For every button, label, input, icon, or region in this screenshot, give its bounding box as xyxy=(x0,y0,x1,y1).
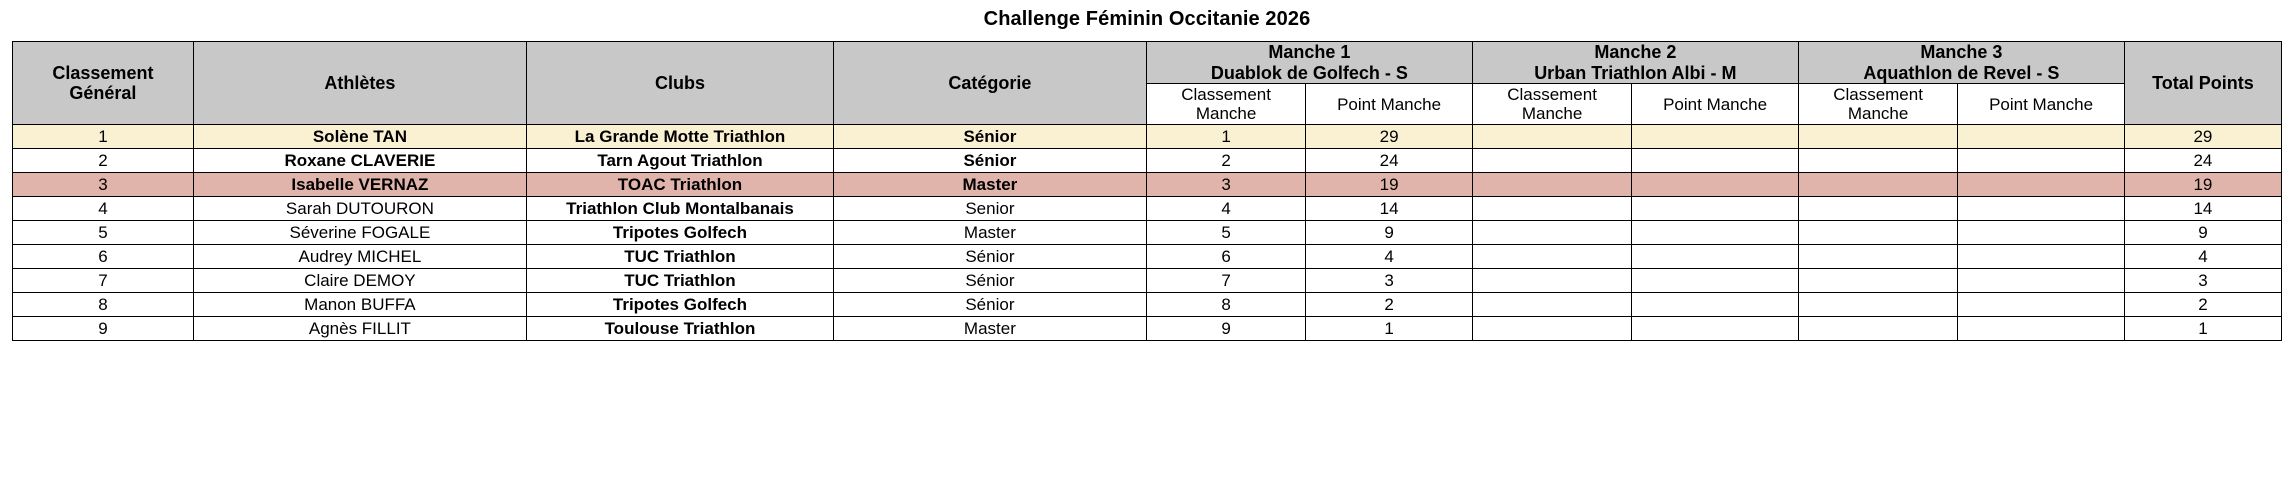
cell-manche3-points xyxy=(1958,293,2125,317)
cell-manche1-classement: 4 xyxy=(1146,197,1305,221)
cell-manche2-points xyxy=(1632,149,1799,173)
column-header-athletes: Athlètes xyxy=(193,42,526,125)
cell-manche3-points xyxy=(1958,125,2125,149)
subheader-line1: Classement xyxy=(1833,84,1923,104)
cell-manche1-points: 4 xyxy=(1306,245,1473,269)
cell-manche3-classement xyxy=(1798,317,1957,341)
cell-manche3-classement xyxy=(1798,173,1957,197)
page-title: Challenge Féminin Occitanie 2026 xyxy=(983,8,1311,30)
cell-classement-general: 3 xyxy=(13,173,194,197)
cell-total-points: 29 xyxy=(2124,125,2281,149)
subheader-line2: Manche xyxy=(1195,104,1257,124)
cell-manche3-points xyxy=(1958,221,2125,245)
cell-classement-general: 2 xyxy=(13,149,194,173)
classement-general-line1: Classement xyxy=(52,62,154,83)
cell-manche3-classement xyxy=(1798,125,1957,149)
table-row xyxy=(13,173,2282,197)
cell-total-points: 9 xyxy=(2124,221,2281,245)
cell-manche3-points xyxy=(1958,269,2125,293)
header-row-top xyxy=(13,42,2282,84)
subheader-manche1-points: Point Manche xyxy=(1306,84,1473,125)
cell-manche2-classement xyxy=(1472,245,1631,269)
cell-categorie: Senior xyxy=(833,197,1146,221)
column-header-manche-3 xyxy=(1798,42,2124,84)
cell-total-points: 24 xyxy=(2124,149,2281,173)
cell-manche2-classement xyxy=(1472,293,1631,317)
manche3-title: Manche 3 xyxy=(1920,42,2003,62)
subheader-line1: Classement xyxy=(1507,84,1597,104)
cell-manche1-classement: 6 xyxy=(1146,245,1305,269)
cell-classement-general: 8 xyxy=(13,293,194,317)
table-row xyxy=(13,149,2282,173)
cell-manche2-classement xyxy=(1472,125,1631,149)
cell-classement-general: 7 xyxy=(13,269,194,293)
cell-manche3-classement xyxy=(1798,269,1957,293)
manche2-title: Manche 2 xyxy=(1594,42,1677,62)
cell-club: TOAC Triathlon xyxy=(526,173,833,197)
cell-manche3-points xyxy=(1958,317,2125,341)
subheader-manche2-classement xyxy=(1472,84,1631,125)
cell-classement-general: 4 xyxy=(13,197,194,221)
manche2-subtitle: Urban Triathlon Albi - M xyxy=(1534,62,1737,83)
cell-manche2-classement xyxy=(1472,197,1631,221)
cell-club: Triathlon Club Montalbanais xyxy=(526,197,833,221)
table-row xyxy=(13,221,2282,245)
cell-categorie: Master xyxy=(833,173,1146,197)
cell-manche2-points xyxy=(1632,317,1799,341)
cell-club: La Grande Motte Triathlon xyxy=(526,125,833,149)
cell-manche2-points xyxy=(1632,221,1799,245)
cell-manche1-points: 14 xyxy=(1306,197,1473,221)
column-header-manche-2 xyxy=(1472,42,1798,84)
cell-athlete: Agnès FILLIT xyxy=(193,317,526,341)
cell-manche1-points: 2 xyxy=(1306,293,1473,317)
cell-manche2-points xyxy=(1632,125,1799,149)
cell-manche3-points xyxy=(1958,149,2125,173)
cell-athlete: Roxane CLAVERIE xyxy=(193,149,526,173)
cell-categorie: Sénior xyxy=(833,125,1146,149)
subheader-manche3-classement xyxy=(1798,84,1957,125)
cell-manche1-classement: 1 xyxy=(1146,125,1305,149)
cell-manche2-points xyxy=(1632,245,1799,269)
manche1-subtitle: Duablok de Golfech - S xyxy=(1210,62,1408,83)
classement-general-line2: Général xyxy=(69,83,137,104)
cell-manche1-points: 9 xyxy=(1306,221,1473,245)
cell-manche1-classement: 9 xyxy=(1146,317,1305,341)
cell-total-points: 14 xyxy=(2124,197,2281,221)
cell-categorie: Master xyxy=(833,221,1146,245)
cell-categorie: Sénior xyxy=(833,269,1146,293)
cell-athlete: Solène TAN xyxy=(193,125,526,149)
cell-manche2-points xyxy=(1632,173,1799,197)
cell-manche2-points xyxy=(1632,197,1799,221)
cell-club: Tripotes Golfech xyxy=(526,221,833,245)
cell-club: Tripotes Golfech xyxy=(526,293,833,317)
cell-club: Tarn Agout Triathlon xyxy=(526,149,833,173)
cell-manche1-points: 19 xyxy=(1306,173,1473,197)
cell-manche2-points xyxy=(1632,269,1799,293)
cell-manche1-classement: 3 xyxy=(1146,173,1305,197)
cell-manche1-points: 1 xyxy=(1306,317,1473,341)
manche3-subtitle: Aquathlon de Revel - S xyxy=(1863,62,2060,83)
results-table xyxy=(12,41,2282,341)
cell-categorie: Master xyxy=(833,317,1146,341)
cell-manche2-classement xyxy=(1472,173,1631,197)
column-header-manche-1 xyxy=(1146,42,1472,84)
column-header-total-points: Total Points xyxy=(2124,42,2281,125)
cell-classement-general: 1 xyxy=(13,125,194,149)
cell-manche3-classement xyxy=(1798,221,1957,245)
column-header-clubs: Clubs xyxy=(526,42,833,125)
cell-manche2-classement xyxy=(1472,149,1631,173)
cell-manche1-classement: 5 xyxy=(1146,221,1305,245)
cell-club: Toulouse Triathlon xyxy=(526,317,833,341)
cell-manche1-classement: 7 xyxy=(1146,269,1305,293)
cell-categorie: Sénior xyxy=(833,149,1146,173)
cell-manche3-classement xyxy=(1798,197,1957,221)
cell-athlete: Claire DEMOY xyxy=(193,269,526,293)
cell-athlete: Isabelle VERNAZ xyxy=(193,173,526,197)
cell-classement-general: 9 xyxy=(13,317,194,341)
cell-manche2-classement xyxy=(1472,221,1631,245)
cell-manche1-classement: 8 xyxy=(1146,293,1305,317)
cell-manche1-points: 3 xyxy=(1306,269,1473,293)
cell-athlete: Séverine FOGALE xyxy=(193,221,526,245)
table-row xyxy=(13,245,2282,269)
cell-manche1-classement: 2 xyxy=(1146,149,1305,173)
cell-manche1-points: 24 xyxy=(1306,149,1473,173)
table-row xyxy=(13,317,2282,341)
column-header-classement-general xyxy=(13,42,194,125)
table-row xyxy=(13,125,2282,149)
table-header xyxy=(13,42,2282,125)
table-row xyxy=(13,293,2282,317)
cell-manche2-classement xyxy=(1472,317,1631,341)
cell-total-points: 19 xyxy=(2124,173,2281,197)
cell-total-points: 1 xyxy=(2124,317,2281,341)
cell-categorie: Sénior xyxy=(833,245,1146,269)
cell-manche3-points xyxy=(1958,245,2125,269)
subheader-line2: Manche xyxy=(1847,104,1909,124)
cell-manche3-classement xyxy=(1798,149,1957,173)
column-header-categorie: Catégorie xyxy=(833,42,1146,125)
manche1-title: Manche 1 xyxy=(1268,42,1351,62)
cell-manche2-classement xyxy=(1472,269,1631,293)
cell-total-points: 2 xyxy=(2124,293,2281,317)
cell-manche3-points xyxy=(1958,197,2125,221)
cell-manche1-points: 29 xyxy=(1306,125,1473,149)
cell-manche3-points xyxy=(1958,173,2125,197)
cell-athlete: Manon BUFFA xyxy=(193,293,526,317)
subheader-manche1-classement xyxy=(1146,84,1305,125)
subheader-line2: Manche xyxy=(1521,104,1583,124)
table-row xyxy=(13,269,2282,293)
cell-classement-general: 6 xyxy=(13,245,194,269)
cell-total-points: 3 xyxy=(2124,269,2281,293)
cell-club: TUC Triathlon xyxy=(526,245,833,269)
cell-club: TUC Triathlon xyxy=(526,269,833,293)
cell-athlete: Sarah DUTOURON xyxy=(193,197,526,221)
cell-athlete: Audrey MICHEL xyxy=(193,245,526,269)
cell-classement-general: 5 xyxy=(13,221,194,245)
subheader-manche2-points: Point Manche xyxy=(1632,84,1799,125)
cell-manche3-classement xyxy=(1798,245,1957,269)
subheader-manche3-points: Point Manche xyxy=(1958,84,2125,125)
cell-total-points: 4 xyxy=(2124,245,2281,269)
cell-manche3-classement xyxy=(1798,293,1957,317)
table-body xyxy=(13,125,2282,341)
cell-categorie: Sénior xyxy=(833,293,1146,317)
table-row xyxy=(13,197,2282,221)
subheader-line1: Classement xyxy=(1181,84,1271,104)
cell-manche2-points xyxy=(1632,293,1799,317)
